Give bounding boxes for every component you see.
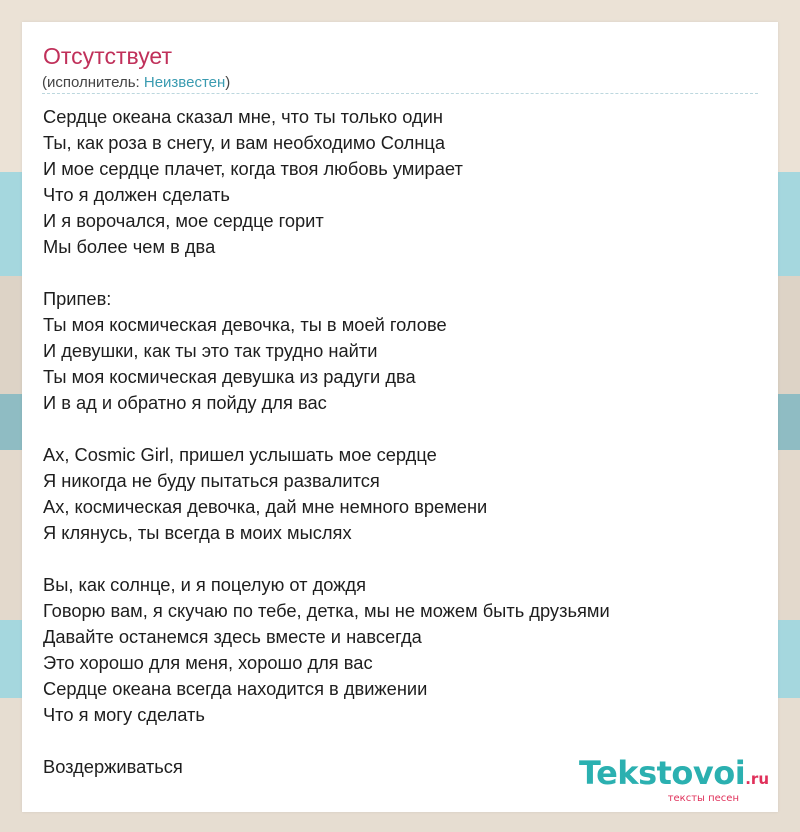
lyrics-card <box>22 22 778 812</box>
lyric-line: И мое сердце плачет, когда твоя любовь умирает <box>43 158 463 179</box>
logo-tagline: тексты песен <box>667 793 739 804</box>
lyric-line: Ты, как роза в снегу, и вам необходимо Солнца <box>43 132 446 153</box>
lyric-line: Ах, космическая девочка, дай мне немного времени <box>43 496 488 517</box>
lyric-line: Что я должен сделать <box>43 184 230 205</box>
lyric-line: Это хорошо для меня, хорошо для вас <box>43 652 373 673</box>
artist-prefix: (исполнитель: <box>42 74 144 91</box>
lyric-line: Сердце океана всегда находится в движении <box>43 678 428 699</box>
artist-link[interactable]: Неизвестен <box>143 74 226 91</box>
site-logo[interactable] <box>579 756 769 804</box>
lyric-line: Припев: <box>43 288 112 309</box>
stanza-gap <box>43 728 759 754</box>
lyric-line: Вы, как солнце, и я поцелую от дождя <box>43 574 367 595</box>
lyric-line: Мы более чем в два <box>43 236 216 257</box>
lyric-line: Я клянусь, ты всегда в моих мыслях <box>43 522 352 543</box>
lyric-line: Что я могу сделать <box>43 704 205 725</box>
lyric-line: Ты моя космическая девочка, ты в моей голове <box>43 314 447 335</box>
stanza-gap <box>43 546 759 572</box>
lyric-line: И девушки, как ты это так трудно найти <box>43 340 378 361</box>
logo-domain: .ru <box>745 770 769 788</box>
lyric-line: И в ад и обратно я пойду для вас <box>43 392 327 413</box>
stanza-gap <box>43 260 759 286</box>
header-divider <box>42 93 758 94</box>
lyric-line: Ты моя космическая девушка из радуги два <box>43 366 416 387</box>
lyric-line: Давайте останемся здесь вместе и навсегда <box>43 626 422 647</box>
lyric-line: И я ворочался, мое сердце горит <box>43 210 324 231</box>
lyric-line: Говорю вам, я скучаю по тебе, детка, мы не можем быть друзьями <box>43 600 610 621</box>
stanza-gap <box>43 416 759 442</box>
lyric-line: Сердце океана сказал мне, что ты только один <box>43 106 443 127</box>
song-title: Отсутствует <box>43 43 172 69</box>
logo-main-text: Tekstovoi <box>579 754 746 792</box>
lyric-line: Ах, Cosmic Girl, пришел услышать мое сердце <box>43 444 437 465</box>
lyric-line: Я никогда не буду пытаться развалится <box>43 470 380 491</box>
logo-wordmark <box>579 756 769 796</box>
artist-suffix: ) <box>225 74 231 91</box>
lyric-line: Воздерживаться <box>43 756 183 777</box>
lyrics-text <box>43 104 759 780</box>
artist-line <box>42 74 230 92</box>
